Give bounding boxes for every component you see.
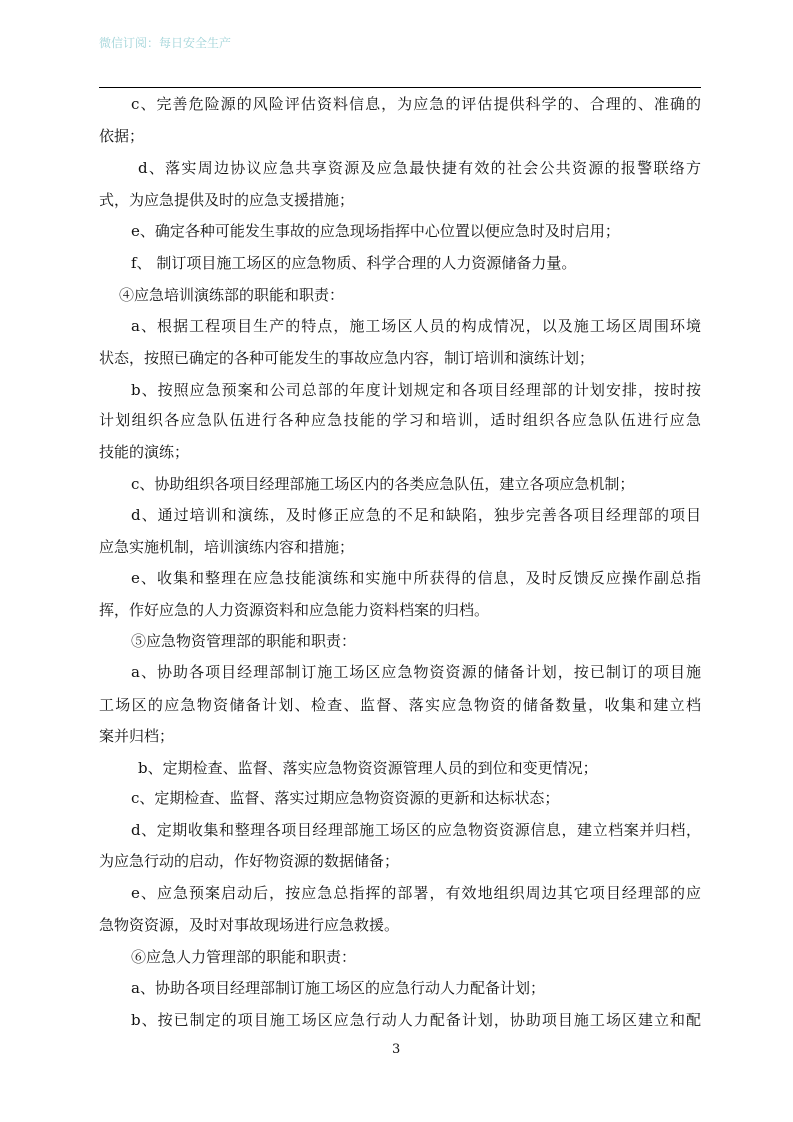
text-line: 技能的演练； xyxy=(99,443,190,461)
page-number: 3 xyxy=(392,1042,401,1057)
text-line: f、 制订项目施工场区的应急物质、科学合理的人力资源储备力量。 xyxy=(131,254,577,272)
text-line: d、定期收集和整理各项目经理部施工场区的应急物资资源信息，建立档案并归档， xyxy=(131,821,701,839)
text-line: 应急实施机制，培训演练内容和措施； xyxy=(99,538,355,556)
text-line: 工场区的应急物资储备计划、检查、监督、落实应急物资的储备数量，收集和建立档 xyxy=(99,696,701,714)
text-line: b、按照应急预案和公司总部的年度计划规定和各项目经理部的计划安排，按时按 xyxy=(131,381,701,399)
text-line: c、完善危险源的风险评估资料信息，为应急的评估提供科学的、合理的、准确的 xyxy=(131,95,701,113)
text-line: b、按已制定的项目施工场区应急行动人力配备计划，协助项目施工场区建立和配 xyxy=(131,1011,701,1029)
section-heading: ⑤应急物资管理部的职能和职责： xyxy=(131,632,357,650)
text-line: 计划组织各应急队伍进行各种应急技能的学习和培训，适时组织各应急队伍进行应急 xyxy=(99,411,701,429)
page-header: 微信订阅：每日安全生产 xyxy=(99,36,232,50)
text-line: 状态，按照已确定的各种可能发生的事故应急内容，制订培训和演练计划； xyxy=(99,349,595,367)
text-line: 案并归档； xyxy=(99,727,175,745)
header-rule xyxy=(99,87,701,88)
text-line: e、收集和整理在应急技能演练和实施中所获得的信息，及时反馈反应操作副总指 xyxy=(131,569,701,587)
section-heading: ⑥应急人力管理部的职能和职责： xyxy=(131,948,357,966)
text-line: d、通过培训和演练，及时修正应急的不足和缺陷，独步完善各项目经理部的项目 xyxy=(131,506,701,524)
text-line: c、定期检查、监督、落实过期应急物资资源的更新和达标状态； xyxy=(131,789,560,807)
section-heading: ④应急培训演练部的职能和职责： xyxy=(119,286,345,304)
text-line: b、定期检查、监督、落实应急物资资源管理人员的到位和变更情况； xyxy=(138,759,598,777)
text-line: a、协助各项目经理部制订施工场区的应急行动人力配备计划； xyxy=(131,979,545,997)
text-line: a、根据工程项目生产的特点，施工场区人员的构成情况，以及施工场区周围环境 xyxy=(131,317,701,335)
text-line: c、协助组织各项目经理部施工场区内的各类应急队伍，建立各项应急机制； xyxy=(131,475,635,493)
text-line: d、落实周边协议应急共享资源及应急最快捷有效的社会公共资源的报警联络方 xyxy=(138,159,701,177)
text-line: 挥，作好应急的人力资源资料和应急能力资料档案的归档。 xyxy=(99,601,490,619)
text-line: 为应急行动的启动，作好物资源的数据储备； xyxy=(99,852,400,870)
text-line: 式，为应急提供及时的应急支援措施； xyxy=(99,191,355,209)
text-line: e、应急预案启动后，按应急总指挥的部署，有效地组织周边其它项目经理部的应 xyxy=(131,884,701,902)
text-line: e、确定各种可能发生事故的应急现场指挥中心位置以便应急时及时启用； xyxy=(131,222,620,240)
text-line: 急物资资源，及时对事故现场进行应急救援。 xyxy=(99,916,400,934)
text-line: 依据； xyxy=(99,127,145,145)
text-line: a、协助各项目经理部制订施工场区应急物资资源的储备计划，按已制订的项目施 xyxy=(131,663,701,681)
